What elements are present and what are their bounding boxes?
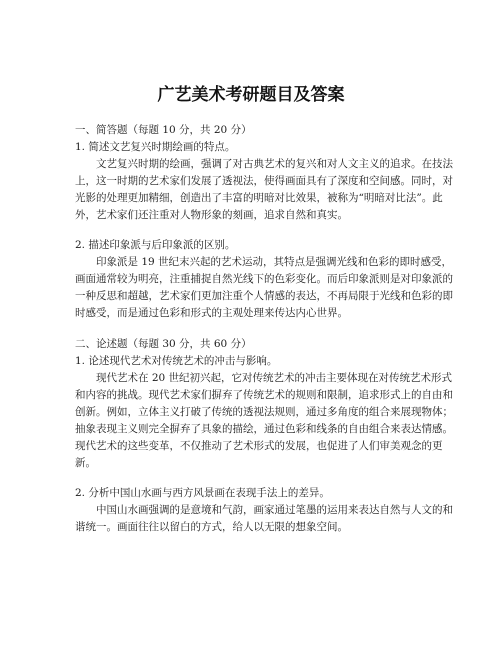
question-1: 1. 简述文艺复兴时期绘画的特点。 (75, 141, 236, 153)
section-gap (75, 322, 455, 336)
document-title: 广艺美术考研题目及答案 (157, 85, 345, 105)
question-3: 1. 论述现代艺术对传统艺术的冲击与影响。 (75, 355, 278, 367)
answer-1: 文艺复兴时期的绘画，强调了对古典艺术的复兴和对人文主义的追求。在技法上，这一时期的艺术家们发展了透视法，使得画面具有了深度和空间感。同时，对光影的处理更加精细，创造出了丰富的明暗对比效果，被称为“明暗对比法”。此外，艺术家们还注重对人物形象的刻画，追求自然和真实。 (75, 158, 453, 221)
question-4: 2. 分析中国山水画与西方风景画在表现手法上的差异。 (75, 487, 330, 499)
question-2: 2. 描述印象派与后印象派的区别。 (75, 239, 236, 251)
paragraph-gap (75, 472, 455, 485)
paragraph-gap (75, 224, 455, 237)
document-body (75, 122, 455, 536)
answer-3: 现代艺术在 20 世纪初兴起，它对传统艺术的冲击主要体现在对传统艺术形式和内容的挑战。现代艺术家们摒弃了传统艺术的规则和限制，追求形式上的自由和创新。例如，立体主义打破了传统的透视法规则，通过多角度的组合来展现物体；抽象表现主义则完全摒弃了具象的描绘，通过色彩和线条的自由组合来表达情感。现代艺术的这些变革，不仅推动了艺术形式的发展，也促进了人们审美观念的更新。 (75, 372, 453, 469)
section-heading-short-answer: 一、简答题（每题 10 分，共 20 分） (75, 124, 252, 136)
answer-2: 印象派是 19 世纪末兴起的艺术运动，其特点是强调光线和色彩的即时感受，画面通常较为明亮，注重捕捉自然光线下的色彩变化。而后印象派则是对印象派的一种反思和超越，艺术家们更加注重个人情感的表达，不再局限于光线和色彩的即时感受，而是通过色彩和形式的主观处理来传达内心世界。 (75, 256, 453, 319)
answer-4: 中国山水画强调的是意境和气韵，画家通过笔墨的运用来表达自然与人文的和谐统一。画面往往以留白的方式，给人以无限的想象空间。 (75, 504, 453, 533)
section-heading-essay: 二、论述题（每题 30 分，共 60 分） (75, 338, 252, 350)
